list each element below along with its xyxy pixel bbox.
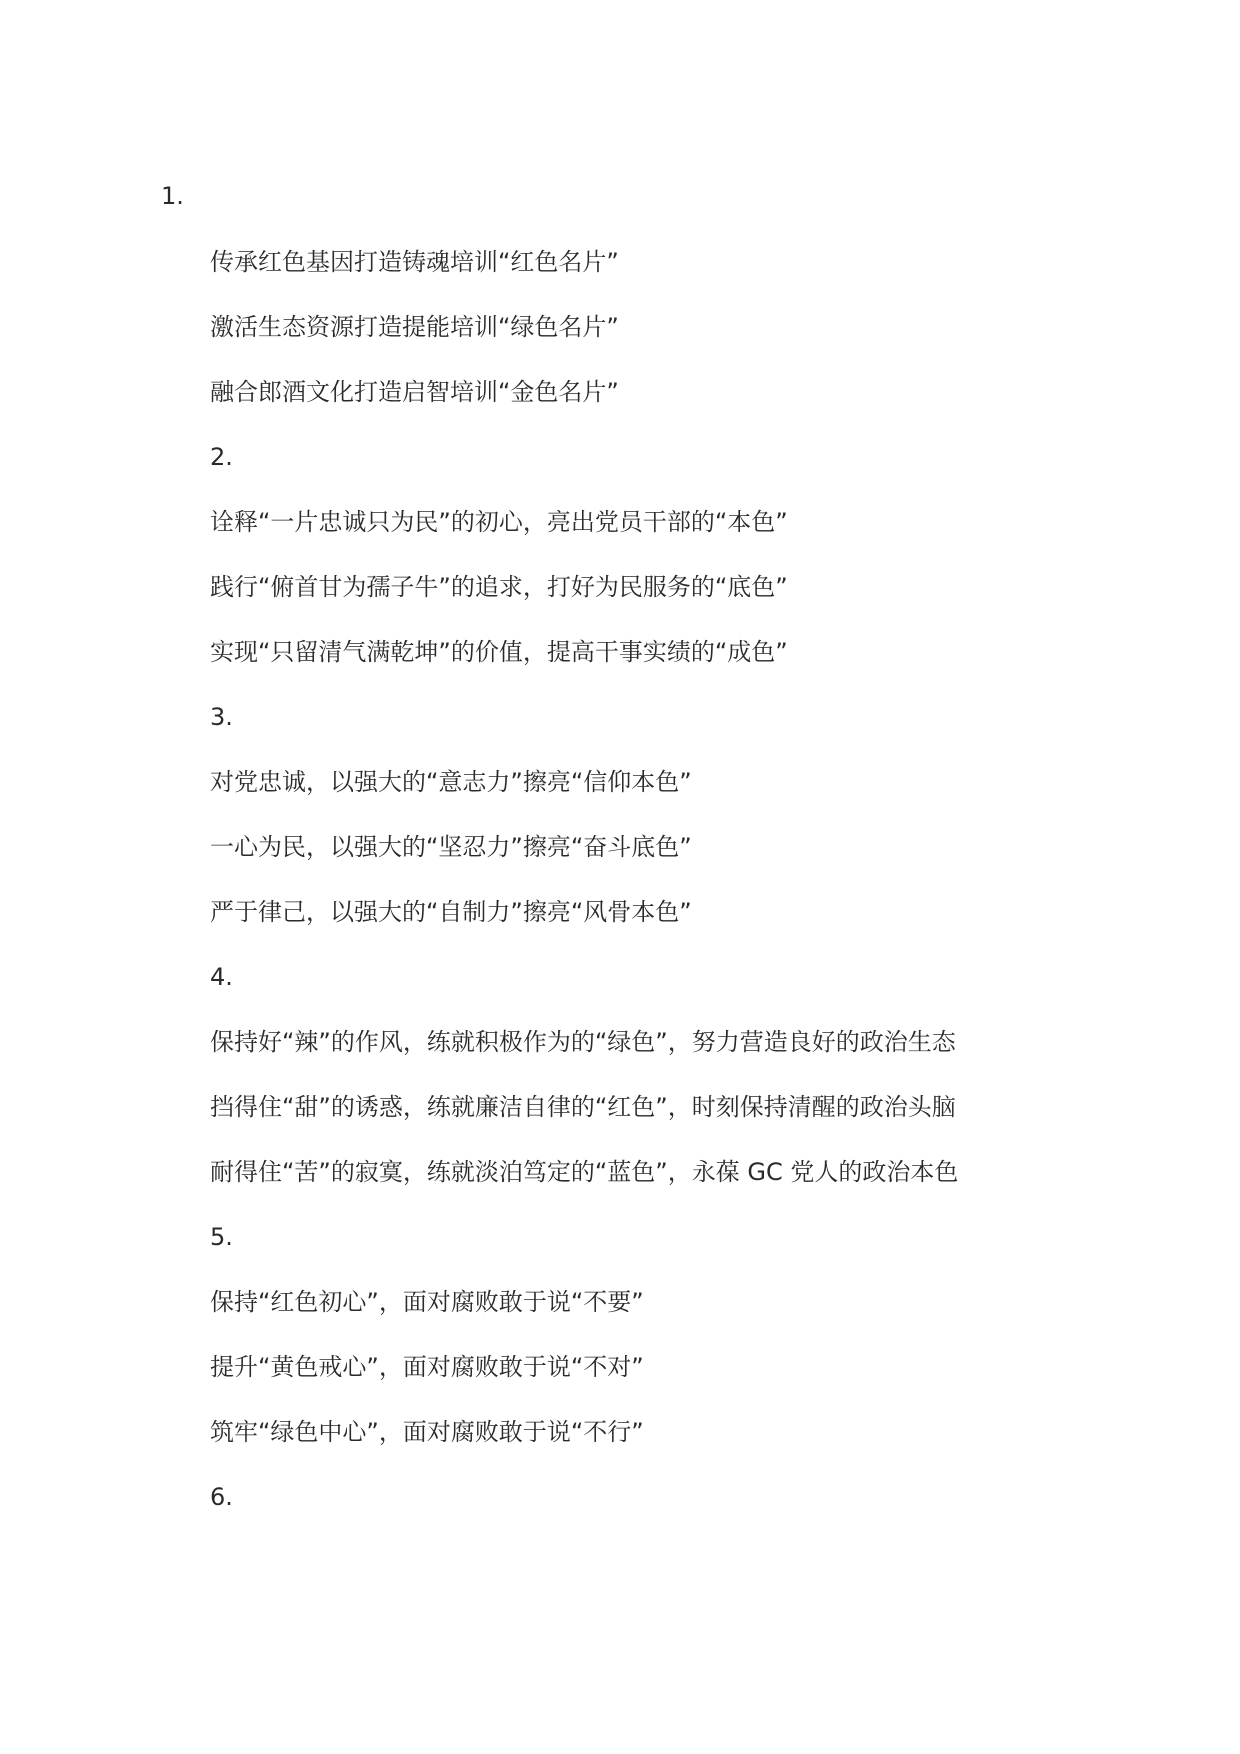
text-line: 践行“俯首甘为孺子牛”的追求，打好为民服务的“底色” (210, 573, 788, 601)
section-number-6: 6. (210, 1483, 233, 1511)
section-number-3: 3. (210, 703, 233, 731)
section-number-2: 2. (210, 443, 233, 471)
text-line: 诠释“一片忠诚只为民”的初心，亮出党员干部的“本色” (210, 508, 788, 536)
text-line: 筑牢“绿色中心”，面对腐败敢于说“不行” (210, 1418, 644, 1446)
text-line: 严于律己，以强大的“自制力”擦亮“风骨本色” (210, 898, 692, 926)
text-line: 融合郎酒文化打造启智培训“金色名片” (210, 378, 619, 406)
text-line: 传承红色基因打造铸魂培训“红色名片” (210, 248, 619, 276)
text-line: 实现“只留清气满乾坤”的价值，提高干事实绩的“成色” (210, 638, 788, 666)
text-line: 挡得住“甜”的诱惑，练就廉洁自律的“红色”，时刻保持清醒的政治头脑 (210, 1093, 956, 1121)
section-number-1: 1. (161, 182, 184, 210)
text-line: 保持好“辣”的作风，练就积极作为的“绿色”，努力营造良好的政治生态 (210, 1028, 956, 1056)
text-line: 提升“黄色戒心”，面对腐败敢于说“不对” (210, 1353, 644, 1381)
section-number-4: 4. (210, 963, 233, 991)
section-number-5: 5. (210, 1223, 233, 1251)
text-line: 对党忠诚，以强大的“意志力”擦亮“信仰本色” (210, 768, 692, 796)
text-line: 耐得住“苦”的寂寞，练就淡泊笃定的“蓝色”，永葆 GC 党人的政治本色 (210, 1158, 959, 1186)
text-line: 一心为民，以强大的“坚忍力”擦亮“奋斗底色” (210, 833, 692, 861)
text-line: 保持“红色初心”，面对腐败敢于说“不要” (210, 1288, 644, 1316)
text-line: 激活生态资源打造提能培训“绿色名片” (210, 313, 619, 341)
